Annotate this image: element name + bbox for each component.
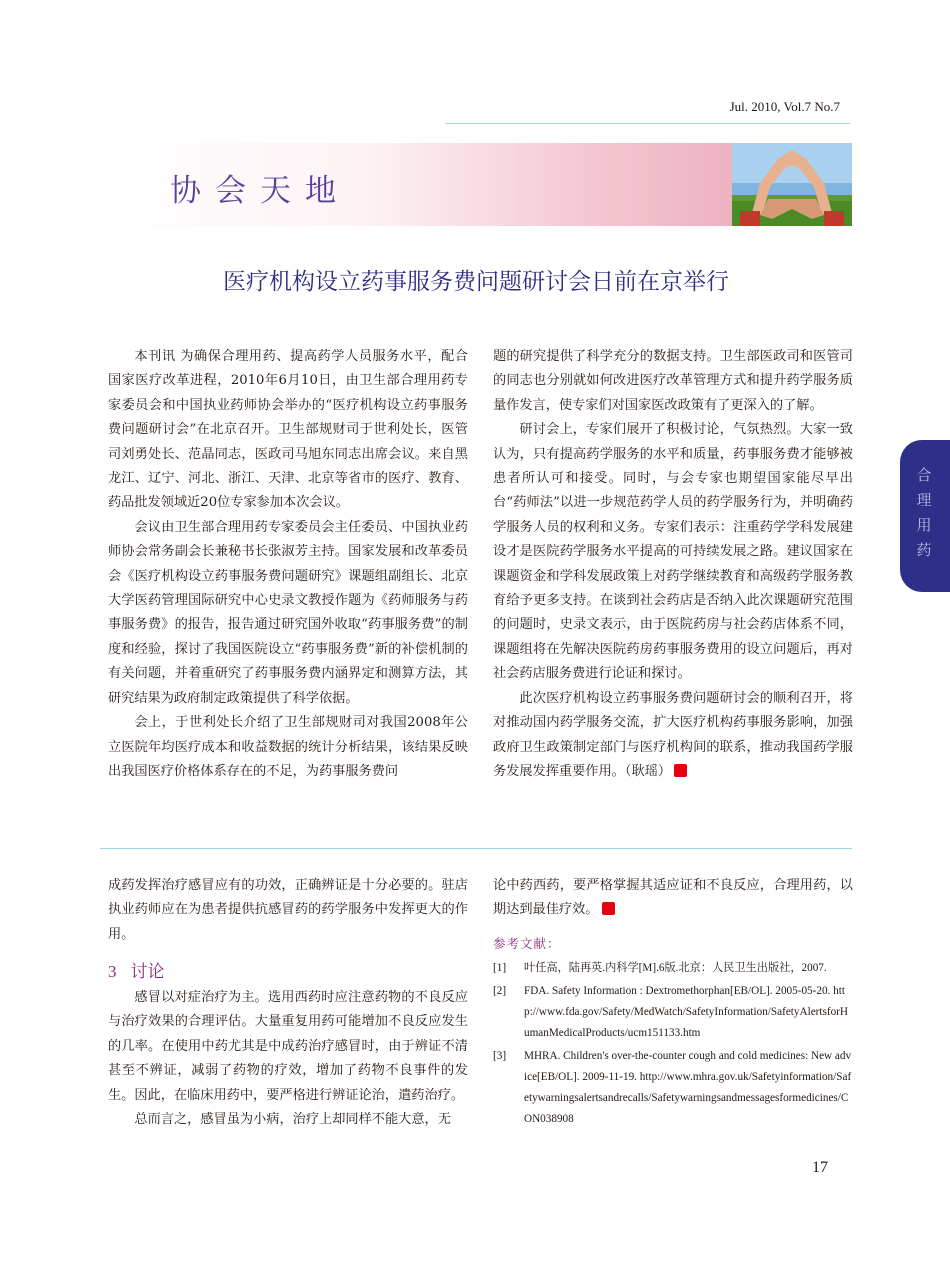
- lower-intro-paragraph: 成药发挥治疗感冒应有的功效，正确辨证是十分必要的。驻店执业药师应在为患者提供抗感冒药的药学服务中发挥更大的作用。: [108, 878, 468, 942]
- references-list: [493, 958, 853, 1132]
- article-column-right: [493, 345, 853, 784]
- reference-number: [3]: [493, 1050, 507, 1062]
- hands-house-photo: [732, 143, 852, 226]
- section-banner-title: 协会天地: [170, 173, 350, 209]
- end-mark-icon: [602, 902, 615, 915]
- article-column-left: [108, 345, 468, 784]
- references-title: 参考文献：: [493, 936, 561, 951]
- issue-info: Jul. 2010, Vol.7 No.7: [729, 99, 840, 114]
- article-paragraph: 会议由卫生部合理用药专家委员会主任委员、中国执业药师协会常务副会长兼秘书长张淑芳主持。国家发展和改革委员会《医疗机构设立药事服务费问题研究》课题组副组长、北京大学医药管理国际研究中心史录文教授作题为《药师服务与药事服务费》的报告，报告通过研究国外收取“药事服务费”的制度和经验，探讨了我国医院设立“药事服务费”新的补偿机制的有关问题，并着重研究了药事服务费内涵界定和测算方法，其研究结果为政府制定政策提供了科学依据。: [108, 519, 468, 706]
- end-mark-icon: [674, 764, 687, 777]
- article-paragraph-last: [493, 687, 853, 785]
- article-headline: 医疗机构设立药事服务费问题研讨会日前在京举行: [223, 269, 729, 295]
- page-number: 17: [812, 1159, 828, 1176]
- article-divider: [100, 848, 852, 849]
- reference-item: [493, 1046, 853, 1130]
- lower-right-paragraph: [493, 874, 853, 923]
- section-title: 讨论: [130, 962, 165, 982]
- article-paragraph: 本刊讯 为确保合理用药、提高药学人员服务水平，配合国家医疗改革进程，2010年6月10日，由卫生部合理用药专家委员会和中国执业药师协会举办的“医疗机构设立药事服务费问题研讨会”在北京召开。卫生部规财司于世利处长，医管司刘勇处长、范晶同志，医政司马旭东同志出席会议。来自黑龙江、辽宁、河北、浙江、天津、北京等省市的医疗、教育、药品批发领域近20位专家参加本次会议。: [108, 349, 468, 511]
- reference-text: FDA. Safety Information : Dextromethorphan[EB/OL]. 2005-05-20. http://www.fda.gov/Safety/MedWatch/SafetyInformation/SafetyAlertsforHumanMedicalProducts/ucm151133.htm: [524, 985, 848, 1039]
- section-number: 3: [108, 962, 117, 981]
- article-paragraph: 会上，于世利处长介绍了卫生部规财司对我国2008年公立医院年均医疗成本和收益数据的统计分析结果，该结果反映出我国医疗价格体系存在的不足，为药事服务费问: [108, 715, 468, 779]
- lower-column-left-intro: [108, 874, 468, 947]
- reference-text: MHRA. Children's over-the-counter cough and cold medicines: New advice[EB/OL]. 2009-11-19. http://www.mhra.gov.uk/Safetyinformation/Safetywarningsalertsandrecalls/Safetywarningsandmessagesformedicines/CON038908: [524, 1050, 852, 1125]
- reference-text: 叶任高，陆再英.内科学[M].6版.北京：人民卫生出版社，2007.: [524, 962, 827, 974]
- reference-item: [493, 981, 853, 1044]
- reference-number: [1]: [493, 962, 507, 974]
- lower-right-text: 论中药西药，要严格掌握其适应证和不良反应，合理用药，以期达到最佳疗效。: [493, 878, 853, 918]
- side-tab-label: 合理用药: [916, 466, 932, 559]
- article-paragraph-text: 此次医疗机构设立药事服务费问题研讨会的顺利召开，将对推动国内药学服务交流，扩大医疗机构药事服务影响，加强政府卫生政策制定部门与医疗机构间的联系，推动我国药学服务发展发挥重要作用。（耿瑶）: [493, 690, 853, 779]
- reference-item: [493, 958, 853, 979]
- section-heading: [108, 957, 165, 982]
- lower-column-right: [493, 874, 853, 923]
- article-paragraph: 题的研究提供了科学充分的数据支持。卫生部医政司和医管司的同志也分别就如何改进医疗改革管理方式和提升药学服务质量作发言，使专家们对国家医改政策有了更深入的了解。: [493, 349, 853, 413]
- lower-column-left-body: [108, 986, 468, 1132]
- article-paragraph: 研讨会上，专家们展开了积极讨论，气氛热烈。大家一致认为，只有提高药学服务的水平和质量，药事服务费才能够被患者所认可和接受。同时，与会专家也期望国家能尽早出台“药师法”以进一步规范药学人员的药学服务行为，并明确药学服务人员的权利和义务。专家们表示：注重药学学科发展建设才是医院药学服务水平提高的可持续发展之路。建议国家在课题资金和学科发展政策上对药学继续教育和高级药学服务教育给予更多支持。在谈到社会药店是否纳入此次课题研究范围的问题时，史录文表示，由于医院药房与社会药店体系不同，课题组将在先解决医院药房药事服务费用的设立问题后，再对社会药店服务费进行论证和探讨。: [493, 422, 853, 682]
- header-rule: [445, 123, 850, 124]
- reference-number: [2]: [493, 985, 507, 997]
- lower-paragraph: 感冒以对症治疗为主。选用西药时应注意药物的不良反应与治疗效果的合理评估。大量重复用药可能增加不良反应发生的几率。在使用中药尤其是中成药治疗感冒时，由于辨证不清甚至不辨证，减弱了药物的疗效，增加了药物不良事件的发生。因此，在临床用药中，要严格进行辨证论治，遣药治疗。: [108, 990, 468, 1103]
- lower-paragraph: 总而言之，感冒虽为小病，治疗上却同样不能大意，无: [134, 1112, 451, 1128]
